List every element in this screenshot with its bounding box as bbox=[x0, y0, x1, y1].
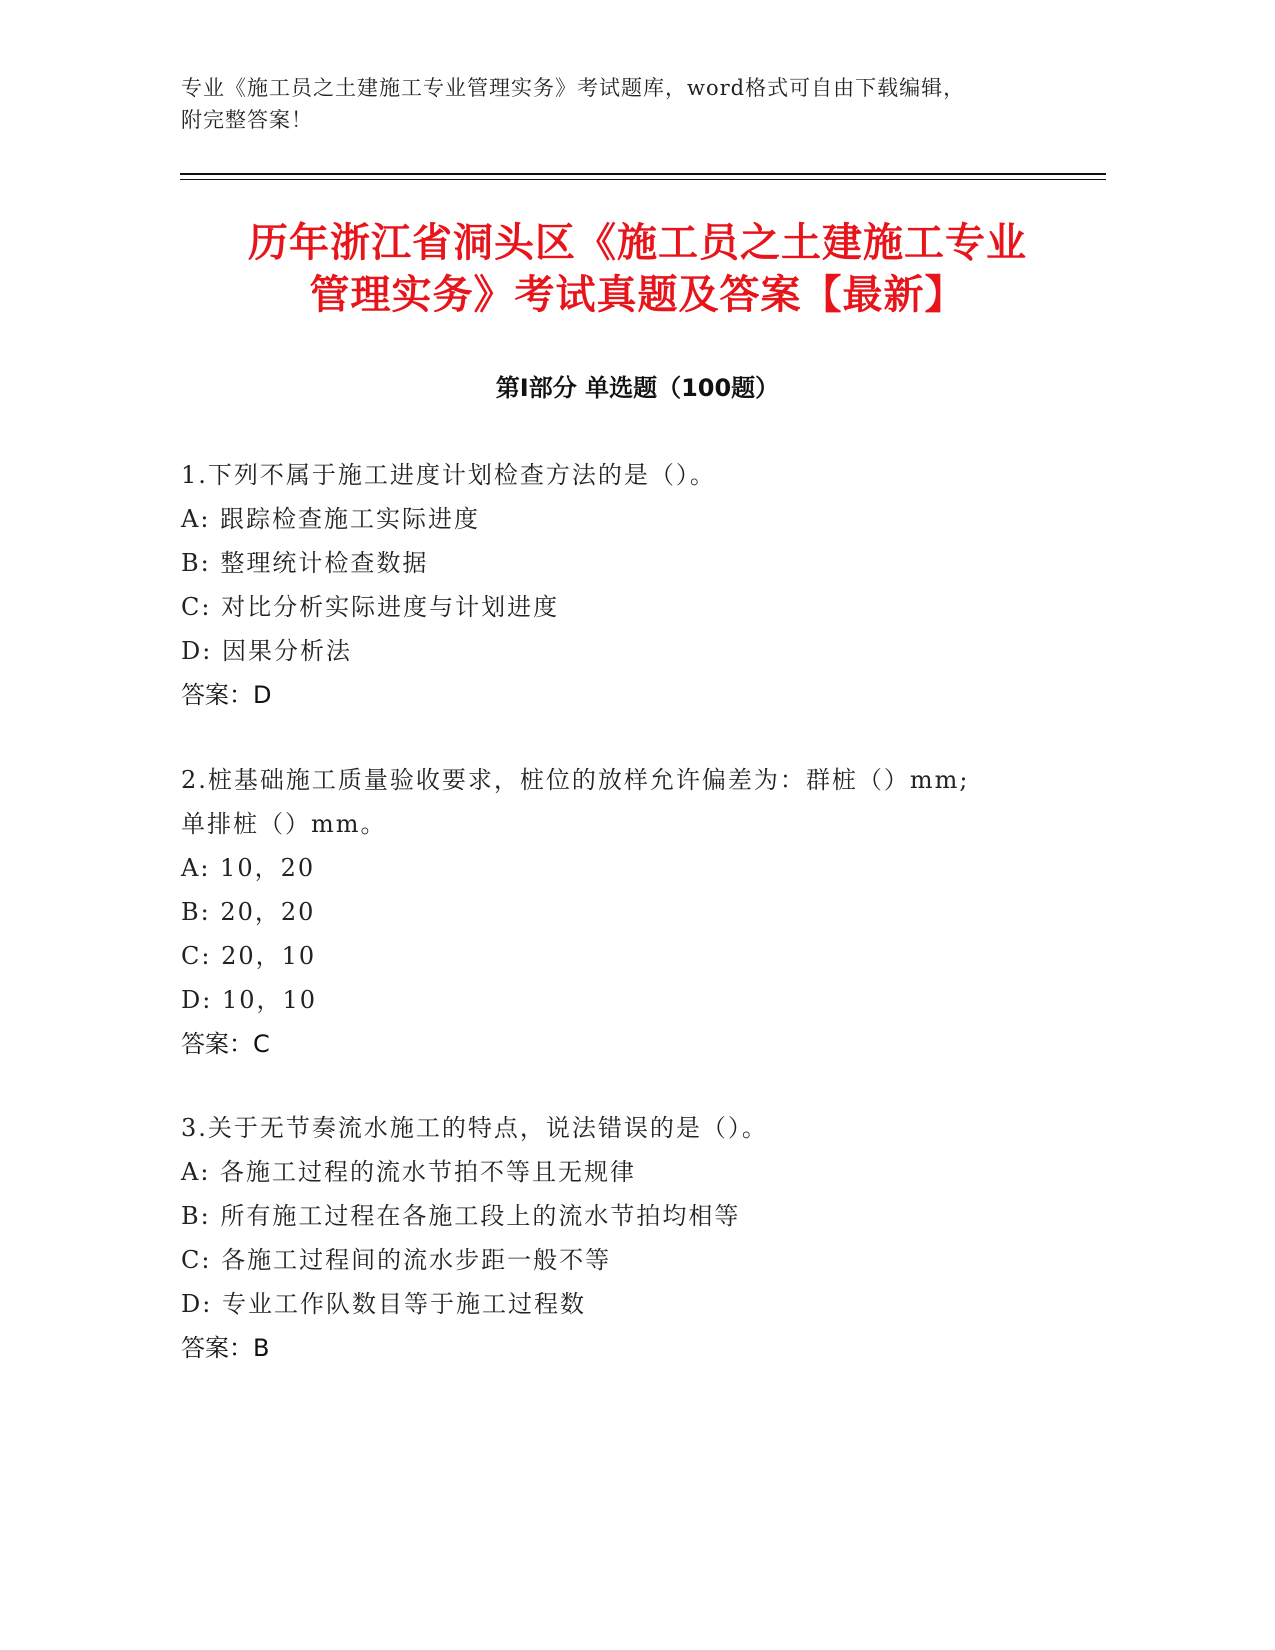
question-1 bbox=[181, 453, 1081, 717]
question-stem: 3.关于无节奏流水施工的特点，说法错误的是（）。 bbox=[181, 1114, 768, 1142]
option-b: B: 所有施工过程在各施工段上的流水节拍均相等 bbox=[181, 1202, 741, 1230]
option-a: A: 各施工过程的流水节拍不等且无规律 bbox=[181, 1158, 637, 1186]
option-d: D: 专业工作队数目等于施工过程数 bbox=[181, 1290, 586, 1318]
document-title bbox=[150, 217, 1125, 321]
option-b: B: 20，20 bbox=[181, 898, 316, 926]
question-stem: 2.桩基础施工质量验收要求，桩位的放样允许偏差为：群桩（）mm; bbox=[181, 766, 970, 794]
option-a: A: 10，20 bbox=[181, 854, 316, 882]
header-note-line-2: 附完整答案！ bbox=[181, 108, 313, 132]
header-note-line-1: 专业《施工员之土建施工专业管理实务》考试题库，word格式可自由下载编辑， bbox=[181, 76, 966, 100]
option-b: B: 整理统计检查数据 bbox=[181, 549, 429, 577]
document-title-line-1: 历年浙江省洞头区《施工员之土建施工专业 bbox=[248, 220, 1027, 266]
question-stem: 1.下列不属于施工进度计划检查方法的是（）。 bbox=[181, 461, 716, 489]
question-3 bbox=[181, 1106, 1081, 1370]
option-d: D: 因果分析法 bbox=[181, 637, 352, 665]
document-title-line-2: 管理实务》考试真题及答案【最新】 bbox=[309, 272, 966, 318]
answer: 答案：C bbox=[181, 1030, 270, 1058]
option-d: D: 10，10 bbox=[181, 986, 318, 1014]
option-c: C: 20，10 bbox=[181, 942, 317, 970]
header-note bbox=[181, 72, 1061, 136]
option-c: C: 对比分析实际进度与计划进度 bbox=[181, 593, 560, 621]
option-a: A: 跟踪检查施工实际进度 bbox=[181, 505, 481, 533]
answer: 答案：D bbox=[181, 681, 272, 709]
header-divider-thick bbox=[180, 173, 1106, 175]
question-2 bbox=[181, 758, 1081, 1066]
question-stem-continued: 单排桩（）mm。 bbox=[181, 810, 387, 838]
option-c: C: 各施工过程间的流水步距一般不等 bbox=[181, 1246, 612, 1274]
header-divider-thin bbox=[180, 179, 1106, 180]
section-title: 第Ⅰ部分 单选题（100题） bbox=[495, 374, 780, 402]
answer: 答案：B bbox=[181, 1334, 270, 1362]
